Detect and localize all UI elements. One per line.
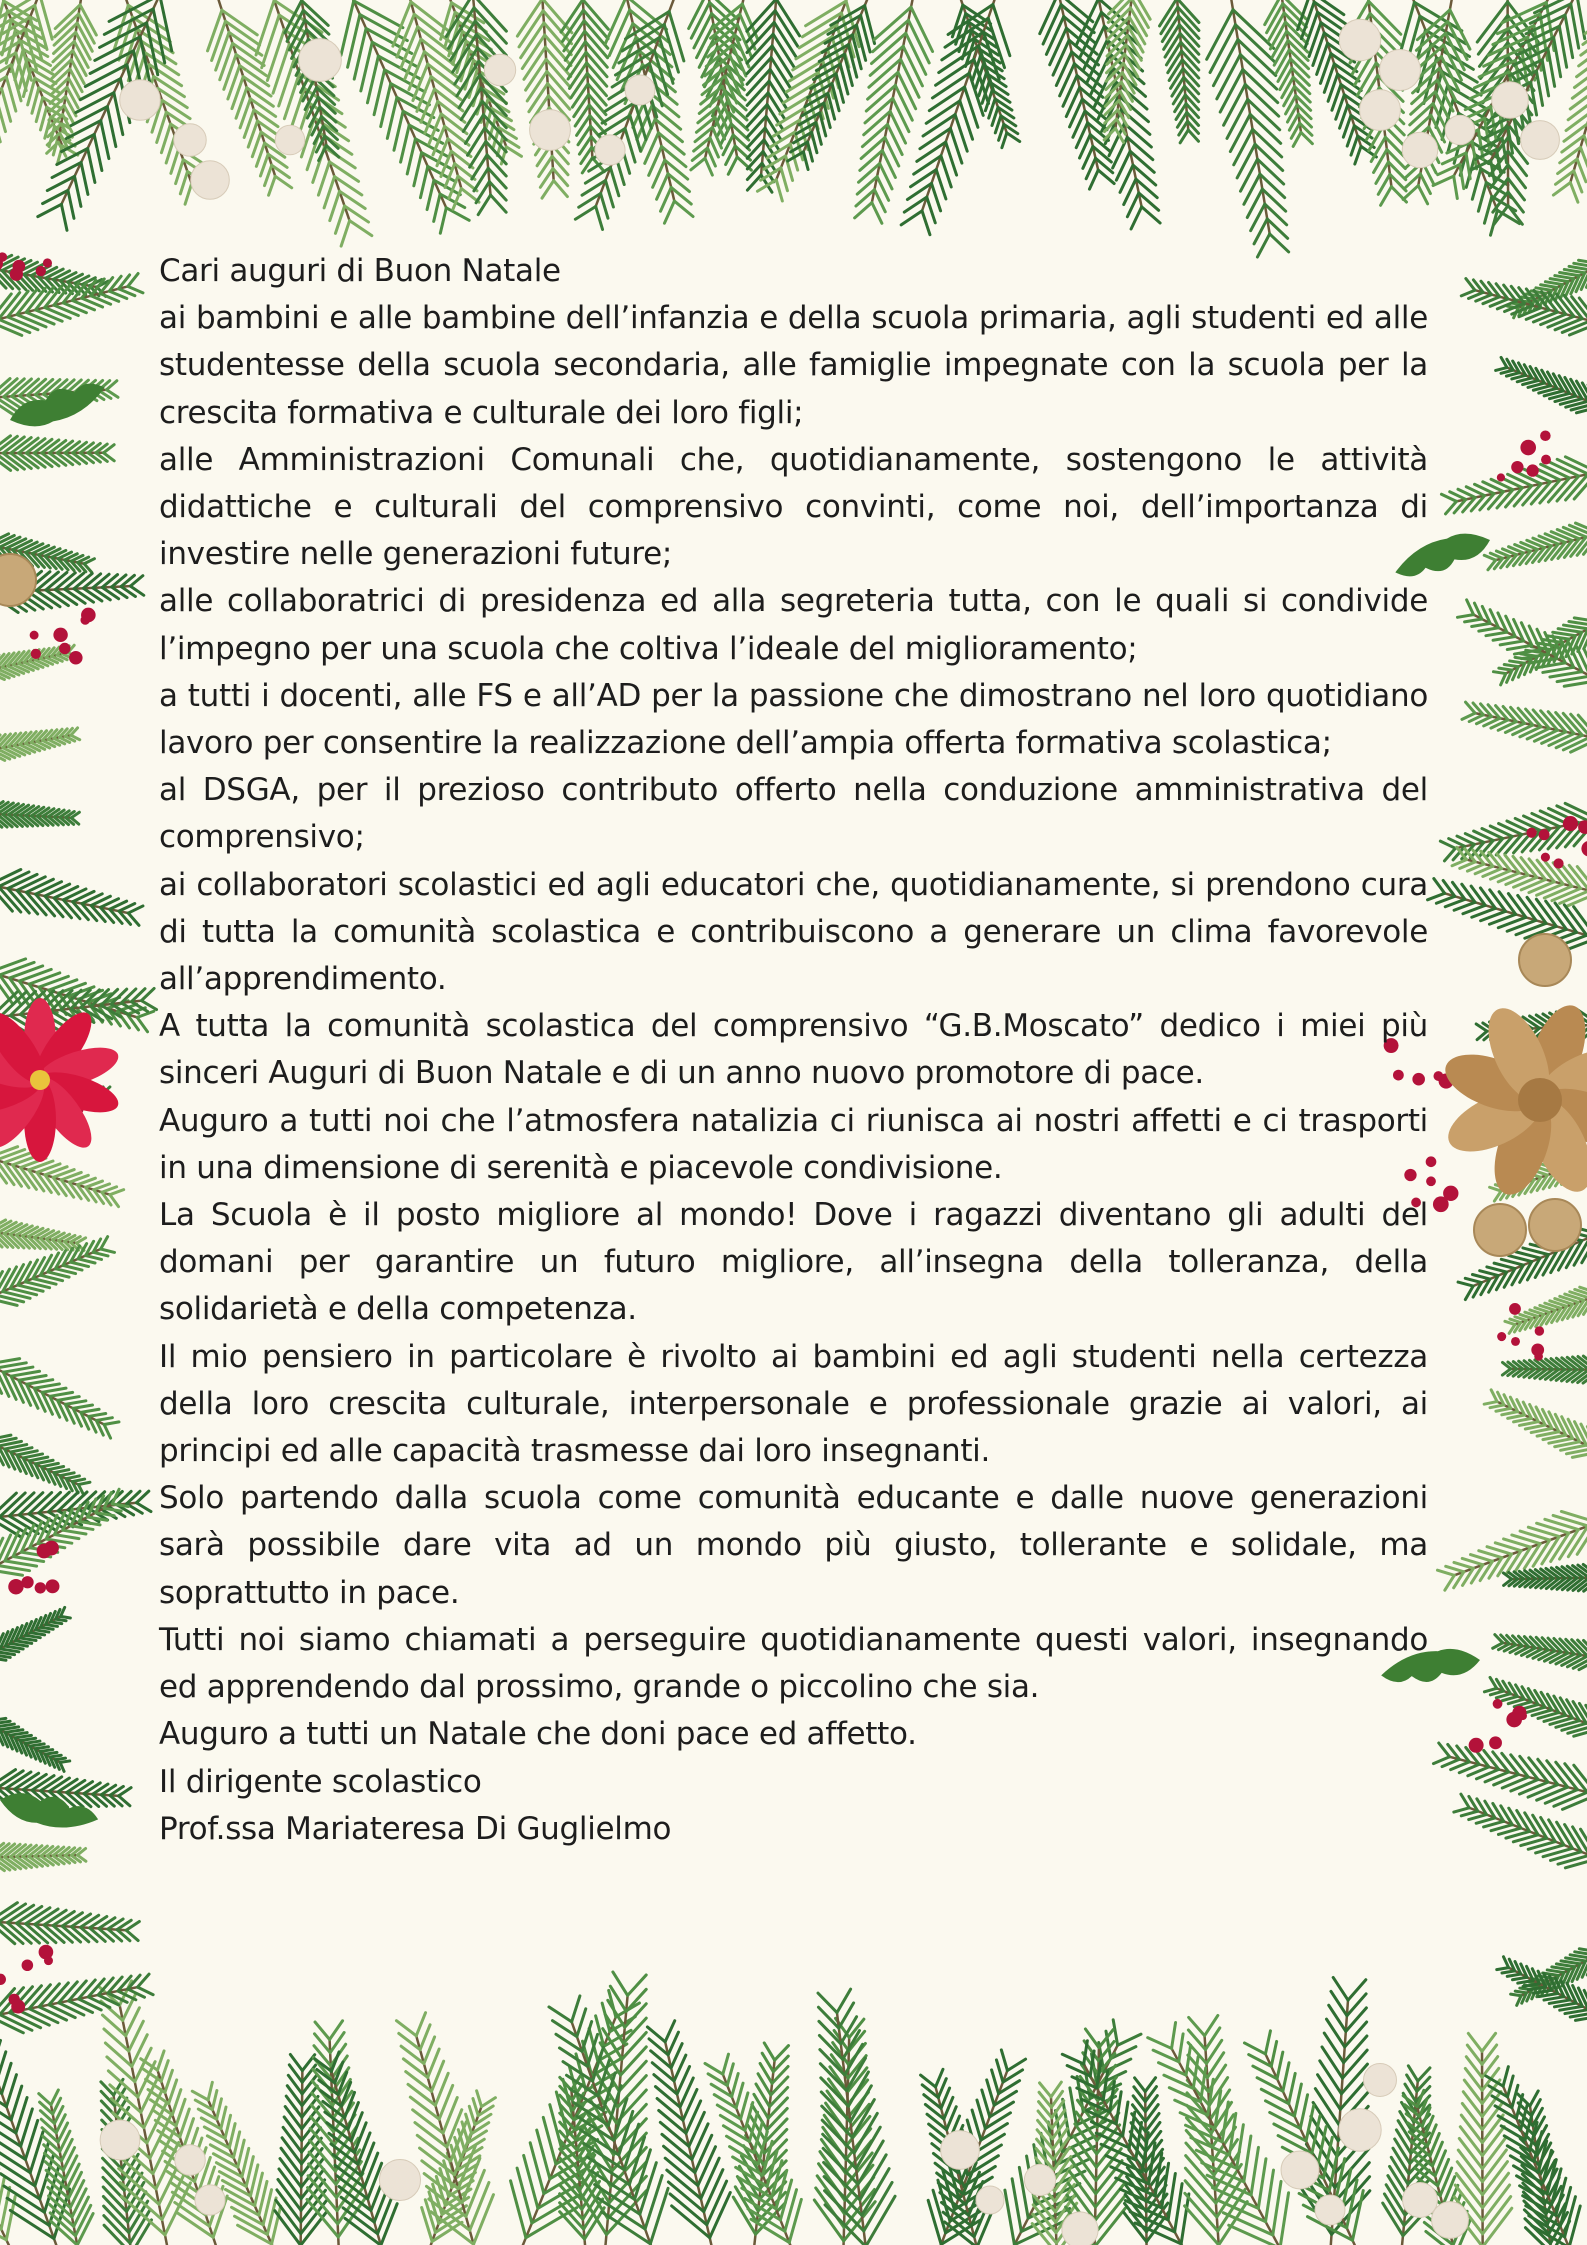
red-berry-icon xyxy=(1541,853,1550,862)
letter-greeting: Cari auguri di Buon Natale xyxy=(159,253,561,289)
snowberry-icon xyxy=(175,2145,206,2176)
pine-branch xyxy=(0,728,80,761)
red-berry-icon xyxy=(10,268,23,281)
gold-ornament-icon xyxy=(1529,1199,1581,1251)
snowberry-icon xyxy=(1024,2164,1055,2195)
pine-branch xyxy=(0,0,52,193)
letter-paragraph: a tutti i docenti, alle FS e all’AD per la passione che dimostrano nel loro quotidiano lavoro per consentire la realizzazione dell’ampia offerta formativa scolastica; xyxy=(159,677,1428,762)
red-berry-icon xyxy=(44,1956,53,1965)
red-berry-icon xyxy=(1469,1738,1484,1753)
red-berry-icon xyxy=(1525,443,1533,451)
letter-paragraph: alle Amministrazioni Comunali che, quotidianamente, sostengono le attività didattiche e culturali del comprensivo convinti, come noi, dell’importanza di investire nelle generazioni future; xyxy=(159,441,1428,573)
snowberry-icon xyxy=(275,125,305,155)
pine-branch xyxy=(1457,600,1587,686)
red-berry-icon xyxy=(1511,461,1523,473)
red-berry-icon xyxy=(1509,1303,1521,1315)
pine-branch xyxy=(1484,523,1587,570)
letter-paragraph: alle collaboratrici di presidenza ed alla segreteria tutta, con le quali si condivide l’impegno per una scuola che coltiva l’ideale del miglioramento; xyxy=(159,583,1428,667)
pine-branch xyxy=(0,870,143,926)
pine-branch xyxy=(1484,1390,1587,1458)
red-berry-icon xyxy=(11,2000,25,2014)
gold-ornament-icon xyxy=(1474,1204,1526,1256)
letter-paragraph: al DSGA, per il prezioso contributo offerto nella conduzione amministrativa del comprensivo; xyxy=(159,772,1428,856)
snowberry-icon xyxy=(1339,2109,1381,2151)
letter-paragraph: ai collaboratori scolastici ed agli educatori che, quotidianamente, si prendono cura di tutta la comunità scolastica e contribuiscono a generare un clima favorevole all’apprendimento. xyxy=(159,866,1428,998)
red-berry-icon xyxy=(1581,841,1587,857)
snowberry-icon xyxy=(195,2185,225,2215)
pine-branch xyxy=(1433,1743,1587,1809)
snowberry-icon xyxy=(1360,90,1401,131)
pine-branch xyxy=(1493,1635,1587,1670)
red-berry-icon xyxy=(1563,816,1578,831)
snowberry-icon xyxy=(595,135,625,165)
pine-branch xyxy=(1486,2067,1580,2245)
pine-branch xyxy=(0,1903,139,1944)
red-berry-icon xyxy=(1531,1343,1544,1356)
letter-paragraph: ai bambini e alle bambine dell’infanzia e della scuola primaria, agli studenti ed alle studentesse della scuola secondaria, alle famiglie impegnate con la scuola per la crescita formativa e culturale dei loro figli; xyxy=(159,300,1428,431)
snowberry-icon xyxy=(1281,2151,1319,2189)
pine-branch xyxy=(393,0,479,209)
red-berry-icon xyxy=(46,1579,60,1593)
red-berry-icon xyxy=(1512,1706,1526,1720)
red-berry-icon xyxy=(80,615,89,624)
snowberry-icon xyxy=(976,2186,1004,2214)
red-berry-icon xyxy=(43,258,52,267)
red-berry-icon xyxy=(69,651,83,665)
pine-branch xyxy=(0,1435,90,1495)
snowberry-icon xyxy=(299,39,342,82)
snowberry-icon xyxy=(625,75,655,105)
pine-branch xyxy=(0,1359,119,1439)
letter-paragraph: Auguro a tutti noi che l’atmosfera natalizia ci riunisca ai nostri affetti e ci trasporti in una dimensione di serenità e piacevole condivisione. xyxy=(159,1102,1428,1186)
snowberry-icon xyxy=(941,2131,980,2170)
letter-paragraph: A tutta la comunità scolastica del comprensivo “G.B.Moscato” dedico i miei più sinceri Auguri di Buon Natale e di un anno nuovo promotore di pace. xyxy=(159,1008,1428,1092)
pine-branch xyxy=(0,1147,124,1207)
red-berry-icon xyxy=(1541,455,1551,465)
red-berry-icon xyxy=(36,266,46,276)
letter-closing: Auguro a tutti un Natale che doni pace ed affetto. xyxy=(159,1716,917,1753)
red-berry-icon xyxy=(1539,829,1550,840)
red-berry-icon xyxy=(1553,858,1563,868)
pine-branch xyxy=(1454,1794,1587,1868)
snowberry-icon xyxy=(1402,132,1438,168)
red-berry-icon xyxy=(53,628,67,642)
gold-bow-icon xyxy=(1438,998,1587,1202)
snowberry-icon xyxy=(484,54,515,85)
red-berry-icon xyxy=(1497,473,1505,481)
letter-paragraph: Il mio pensiero in particolare è rivolto ai bambini ed agli studenti nella certezza della loro crescita culturale, interpersonale e professionale grazie ai valori, ai principi ed alle capacità trasmesse dai loro insegnanti. xyxy=(159,1338,1428,1470)
red-berry-icon xyxy=(1535,1326,1544,1335)
pine-branch xyxy=(1160,0,1199,143)
snowberry-icon xyxy=(100,2120,140,2160)
red-berry-icon xyxy=(31,649,41,659)
letter-body xyxy=(159,248,1428,1853)
gold-ornament-icon xyxy=(1519,934,1571,986)
pine-branch xyxy=(0,1843,86,1870)
pine-branch xyxy=(0,802,79,828)
snowberry-icon xyxy=(1315,2195,1345,2225)
snowberry-icon xyxy=(530,110,571,151)
pine-branch xyxy=(0,2018,70,2245)
pine-branch xyxy=(192,2082,280,2245)
letter-paragraph: Solo partendo dalla scuola come comunità educante e dalle nuove generazioni sarà possibile dare vita ad un mondo più giusto, tollerante e solidale, ma soprattutto in pace. xyxy=(159,1480,1428,1611)
pine-branch xyxy=(1462,702,1587,752)
snowberry-icon xyxy=(1492,82,1529,119)
red-berry-icon xyxy=(1433,1196,1449,1212)
red-berry-icon xyxy=(30,631,39,640)
red-berry-icon xyxy=(1497,1332,1506,1341)
red-berry-icon xyxy=(1489,1736,1502,1749)
snowberry-icon xyxy=(191,161,230,200)
signature-role: Il dirigente scolastico xyxy=(159,1763,482,1800)
snowberry-icon xyxy=(1062,2212,1098,2245)
snowberry-icon xyxy=(1339,19,1381,61)
red-berry-icon xyxy=(22,1959,34,1971)
red-berry-icon xyxy=(1526,464,1538,476)
snowberry-icon xyxy=(1380,50,1421,91)
red-berry-icon xyxy=(1540,430,1551,441)
red-berry-icon xyxy=(35,1582,46,1593)
red-berry-icon xyxy=(59,643,70,654)
pine-branch xyxy=(0,1607,70,1660)
pine-branch xyxy=(1502,1356,1587,1383)
poinsettia-icon xyxy=(0,998,123,1162)
snowberry-icon xyxy=(120,80,161,121)
pine-branch xyxy=(0,1718,70,1771)
snowberry-icon xyxy=(1403,2183,1438,2218)
letter-paragraph: La Scuola è il posto migliore al mondo! Dove i ragazzi diventano gli adulti del domani per garantire un futuro migliore, all’insegna della tolleranza, della solidarietà e della competenza. xyxy=(159,1197,1428,1328)
snowberry-icon xyxy=(1364,2064,1397,2097)
red-berry-icon xyxy=(1526,828,1536,838)
snowberry-icon xyxy=(1521,121,1560,160)
snowberry-icon xyxy=(379,2159,420,2200)
red-berry-icon xyxy=(1493,1699,1503,1709)
red-berry-icon xyxy=(0,1974,6,1985)
red-berry-icon xyxy=(1511,1337,1520,1346)
signature-name: Prof.ssa Mariateresa Di Guglielmo xyxy=(159,1810,672,1847)
red-berry-icon xyxy=(1433,1071,1443,1081)
pine-branch xyxy=(0,436,114,471)
snowberry-icon xyxy=(174,124,206,156)
red-berry-icon xyxy=(37,1544,52,1559)
snowberry-icon xyxy=(1432,2202,1469,2239)
pine-branch xyxy=(0,1220,86,1250)
snowberry-icon xyxy=(1445,115,1475,145)
letter-paragraph: Tutti noi siamo chiamati a perseguire quotidianamente questi valori, insegnando ed apprendendo dal prossimo, grande o piccolino che sia. xyxy=(159,1621,1428,1706)
red-berry-icon xyxy=(8,1579,23,1594)
pine-branch xyxy=(1496,357,1587,412)
